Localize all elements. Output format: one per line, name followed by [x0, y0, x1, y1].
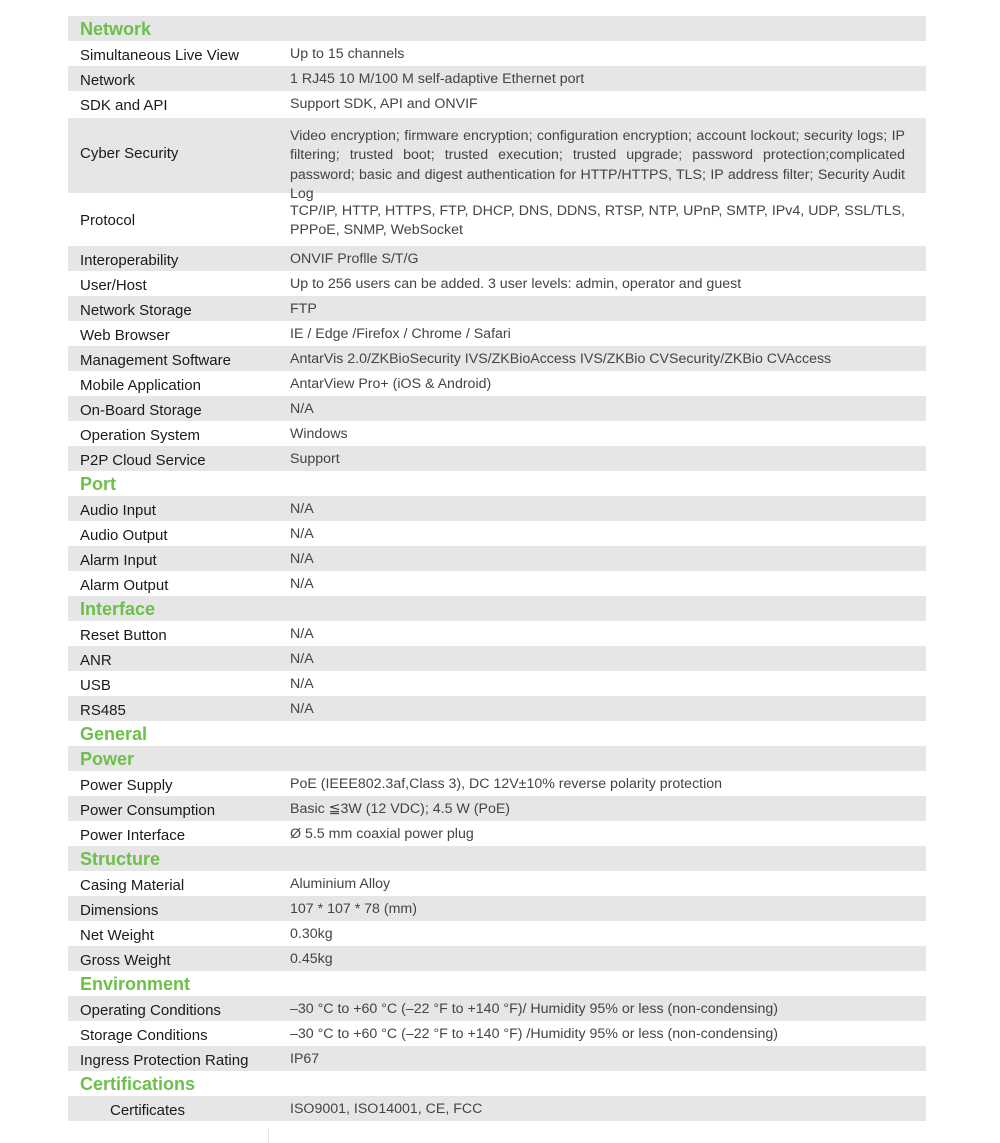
section-title: General: [80, 724, 148, 744]
spec-row-mobile-application: [68, 371, 926, 396]
spec-row-alarm-input: [68, 546, 926, 571]
spec-label: Audio Output: [80, 527, 168, 544]
spec-row-web-browser: [68, 321, 926, 346]
spec-label: SDK and API: [80, 97, 168, 114]
spec-row-alarm-output: [68, 571, 926, 596]
section-title: Structure: [80, 849, 161, 869]
spec-value: –30 °C to +60 °C (–22 °F to +140 °F) /Humidity 95% or less (non-condensing): [290, 1026, 778, 1042]
spec-row-cyber-security: [68, 118, 926, 203]
spec-value: Video encryption; firmware encryption; configuration encryption; account lockout; security logs; IP filtering; trusted boot; trusted execution; trusted upgrade; password protection;complicated password; basic and digest authentication for HTTP/HTTPS, TLS; IP address filter; Security Audit Log: [290, 128, 905, 203]
spec-label: Power Supply: [80, 777, 173, 794]
spec-label: Storage Conditions: [80, 1027, 208, 1044]
spec-row-simultaneous-live-view: [68, 41, 926, 66]
spec-row-interoperability: [68, 246, 926, 271]
spec-value: N/A: [290, 576, 314, 592]
spec-value: Basic ≦3W (12 VDC); 4.5 W (PoE): [290, 801, 511, 817]
spec-row-reset-button: [68, 621, 926, 646]
spec-label: P2P Cloud Service: [80, 452, 206, 469]
section-header-environment: [68, 971, 926, 996]
section-title: Network: [80, 19, 152, 39]
spec-value: Aluminium Alloy: [290, 876, 391, 892]
spec-label: ANR: [80, 652, 112, 669]
spec-value: AntarVis 2.0/ZKBioSecurity IVS/ZKBioAccess IVS/ZKBio CVSecurity/ZKBio CVAccess: [290, 351, 832, 367]
spec-label: Network: [80, 72, 136, 89]
spec-value: Ø 5.5 mm coaxial power plug: [290, 826, 474, 842]
section-header-certifications: [68, 1071, 926, 1096]
spec-label: Alarm Output: [80, 577, 169, 594]
spec-row-user-host: [68, 271, 926, 296]
spec-value: IE / Edge /Firefox / Chrome / Safari: [290, 326, 511, 342]
spec-row-sdk-and-api: [68, 91, 926, 118]
spec-value: TCP/IP, HTTP, HTTPS, FTP, DHCP, DNS, DDNS, RTSP, NTP, UPnP, SMTP, IPv4, UDP, SSL/TLS, PPPoE, SNMP, WebSocket: [290, 203, 905, 239]
spec-row-audio-output: [68, 521, 926, 546]
section-header-network: [68, 16, 926, 41]
spec-label: Power Consumption: [80, 802, 216, 819]
section-title: Certifications: [80, 1074, 196, 1094]
spec-row-on-board-storage: [68, 396, 926, 421]
spec-row-anr: [68, 646, 926, 671]
spec-row-rs485: [68, 696, 926, 721]
section-header-general: [68, 721, 926, 746]
spec-row-operation-system: [68, 421, 926, 446]
spec-value: N/A: [290, 501, 314, 517]
spec-value: N/A: [290, 701, 314, 717]
spec-row-ingress-protection-rating: [68, 1046, 926, 1071]
spec-label: Mobile Application: [80, 377, 201, 394]
spec-value: Support SDK, API and ONVIF: [290, 96, 478, 112]
spec-row-power-supply: [68, 771, 926, 796]
spec-value: PoE (IEEE802.3af,Class 3), DC 12V±10% reverse polarity protection: [290, 776, 723, 792]
spec-label: Interoperability: [80, 252, 179, 269]
section-title: Interface: [80, 599, 156, 619]
spec-label: Certificates: [110, 1102, 186, 1119]
spec-value: IP67: [290, 1051, 320, 1067]
spec-value: FTP: [290, 301, 317, 317]
spec-row-gross-weight: [68, 946, 926, 971]
spec-label: Simultaneous Live View: [80, 47, 239, 64]
spec-label: User/Host: [80, 277, 147, 294]
spec-label: Ingress Protection Rating: [80, 1052, 249, 1069]
spec-label: On-Board Storage: [80, 402, 202, 419]
spec-label: Protocol: [80, 212, 136, 229]
spec-label: Casing Material: [80, 877, 185, 894]
spec-value: 0.30kg: [290, 926, 333, 942]
spec-label: Cyber Security: [80, 145, 179, 162]
spec-value: Support: [290, 451, 340, 467]
spec-label: Gross Weight: [80, 952, 171, 969]
spec-label: Audio Input: [80, 502, 156, 519]
section-header-interface: [68, 596, 926, 621]
spec-row-operating-conditions: [68, 996, 926, 1021]
spec-value: ONVIF Proflle S/T/G: [290, 251, 419, 267]
spec-row-storage-conditions: [68, 1021, 926, 1046]
spec-value: 0.45kg: [290, 951, 333, 967]
section-header-power: [68, 746, 926, 771]
spec-value: ISO9001, ISO14001, CE, FCC: [290, 1101, 483, 1117]
spec-sheet: [68, 16, 926, 1121]
spec-row-power-consumption: [68, 796, 926, 821]
spec-label: Network Storage: [80, 302, 192, 319]
spec-row-protocol: [68, 193, 926, 246]
spec-label: Operation System: [80, 427, 201, 444]
spec-label: Operating Conditions: [80, 1002, 221, 1019]
spec-label: Power Interface: [80, 827, 186, 844]
section-title: Power: [80, 749, 135, 769]
section-title: Port: [80, 474, 116, 494]
spec-label: Management Software: [80, 352, 231, 369]
section-header-structure: [68, 846, 926, 871]
spec-row-power-interface: [68, 821, 926, 846]
spec-label: USB: [80, 677, 111, 694]
spec-row-management-software: [68, 346, 926, 371]
section-header-port: [68, 471, 926, 496]
spec-row-usb: [68, 671, 926, 696]
spec-value: 1 RJ45 10 M/100 M self-adaptive Ethernet port: [290, 71, 585, 87]
spec-value: Up to 15 channels: [290, 46, 405, 62]
section-title: Environment: [80, 974, 191, 994]
spec-value: AntarView Pro+ (iOS & Android): [290, 376, 492, 392]
spec-value: –30 °C to +60 °C (–22 °F to +140 °F)/ Humidity 95% or less (non-condensing): [290, 1001, 778, 1017]
spec-label: Alarm Input: [80, 552, 157, 569]
spec-label: Web Browser: [80, 327, 170, 344]
spec-value: N/A: [290, 626, 314, 642]
spec-row-network-storage: [68, 296, 926, 321]
spec-row-casing-material: [68, 871, 926, 896]
spec-row-dimensions: [68, 896, 926, 921]
spec-label: RS485: [80, 702, 126, 719]
spec-row-certificates: [68, 1096, 926, 1121]
spec-label: Dimensions: [80, 902, 159, 919]
spec-value: N/A: [290, 526, 314, 542]
spec-label: Reset Button: [80, 627, 167, 644]
spec-label: Net Weight: [80, 927, 154, 944]
spec-row-audio-input: [68, 496, 926, 521]
spec-value: N/A: [290, 551, 314, 567]
spec-row-network: [68, 66, 926, 91]
spec-value: N/A: [290, 676, 314, 692]
spec-value: N/A: [290, 651, 314, 667]
spec-value: Up to 256 users can be added. 3 user levels: admin, operator and guest: [290, 276, 742, 292]
spec-row-net-weight: [68, 921, 926, 946]
spec-value: N/A: [290, 401, 314, 417]
spec-row-p2p-cloud-service: [68, 446, 926, 471]
spec-value: Windows: [290, 426, 348, 442]
spec-value: 107 * 107 * 78 (mm): [290, 901, 417, 917]
column-divider: [268, 1128, 269, 1143]
